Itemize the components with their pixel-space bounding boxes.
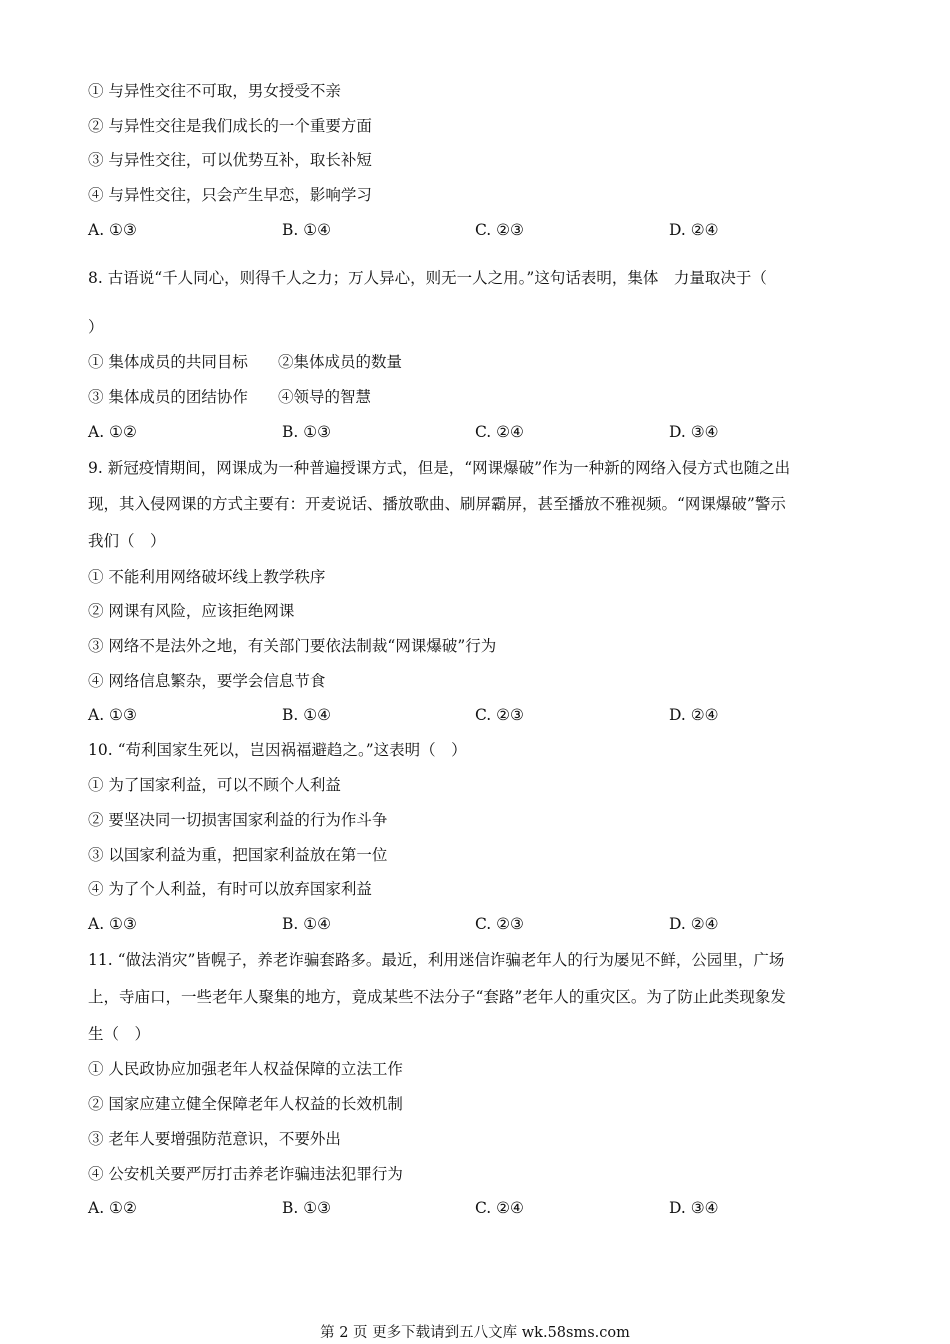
- q8-option-c: C. ②④: [475, 423, 524, 441]
- q8-stem-line-2: ）: [88, 318, 104, 336]
- q7-item-2: ② 与异性交往是我们成长的一个重要方面: [88, 117, 372, 135]
- q10-item-1: ① 为了国家利益，可以不顾个人利益: [88, 776, 341, 794]
- q10-option-b: B. ①④: [282, 915, 332, 933]
- q11-item-2: ② 国家应建立健全保障老年人权益的长效机制: [88, 1095, 403, 1113]
- q7-option-c: C. ②③: [475, 221, 524, 239]
- q11-option-d: D. ③④: [669, 1199, 719, 1217]
- q8-option-d: D. ③④: [669, 423, 719, 441]
- q10-item-3: ③ 以国家利益为重，把国家利益放在第一位: [88, 846, 388, 864]
- q7-option-d: D. ②④: [669, 221, 719, 239]
- q10-option-d: D. ②④: [669, 915, 719, 933]
- q9-item-2: ② 网课有风险，应该拒绝网课: [88, 602, 295, 620]
- q7-option-a: A. ①③: [88, 221, 137, 239]
- q10-stem: 10. “苟利国家生死以，岂因祸福避趋之。”这表明（ ）: [88, 741, 467, 759]
- q9-option-b: B. ①④: [282, 706, 332, 724]
- q9-option-a: A. ①③: [88, 706, 137, 724]
- q8-stem-line-1: 8. 古语说“千人同心，则得千人之力；万人异心，则无一人之用。”这句话表明，集体 力量取决于（: [88, 269, 767, 287]
- q8-option-b: B. ①③: [282, 423, 332, 441]
- q9-stem-line-1: 9. 新冠疫情期间，网课成为一种普遍授课方式，但是，“网课爆破”作为一种新的网络入侵方式也随之出: [88, 459, 791, 477]
- q11-option-a: A. ①②: [88, 1199, 137, 1217]
- q10-options: [88, 913, 878, 935]
- q11-item-1: ① 人民政协应加强老年人权益保障的立法工作: [88, 1060, 403, 1078]
- q10-option-a: A. ①③: [88, 915, 137, 933]
- q7-item-1: ① 与异性交往不可取，男女授受不亲: [88, 82, 341, 100]
- q11-stem-line-2: 上，寺庙口，一些老年人聚集的地方，竟成某些不法分子“套路”老年人的重灾区。为了防止此类现象发: [88, 988, 786, 1006]
- q7-options: [88, 219, 878, 241]
- q7-item-3: ③ 与异性交往，可以优势互补，取长补短: [88, 151, 372, 169]
- q8-item-3: ③ 集体成员的团结协作: [88, 388, 248, 406]
- q8-options: [88, 421, 878, 443]
- q8-items-row-2: [88, 386, 878, 408]
- q7-item-4: ④ 与异性交往，只会产生早恋，影响学习: [88, 186, 372, 204]
- page-footer: 第 2 页 更多下载请到五八文库 wk.58sms.com: [320, 1325, 630, 1341]
- q8-item-2: ②集体成员的数量: [277, 353, 402, 371]
- q9-item-3: ③ 网络不是法外之地，有关部门要依法制裁“网课爆破”行为: [88, 637, 497, 655]
- q11-options: [88, 1197, 878, 1219]
- q10-option-c: C. ②③: [475, 915, 524, 933]
- q9-item-1: ① 不能利用网络破坏线上教学秩序: [88, 568, 326, 586]
- q7-option-b: B. ①④: [282, 221, 332, 239]
- q8-items-row-1: [88, 351, 878, 373]
- q11-item-4: ④ 公安机关要严厉打击养老诈骗违法犯罪行为: [88, 1165, 403, 1183]
- q11-option-c: C. ②④: [475, 1199, 524, 1217]
- q9-stem-line-2: 现，其入侵网课的方式主要有：开麦说话、播放歌曲、刷屏霸屏，甚至播放不雅视频。“网课爆破”警示: [88, 495, 786, 513]
- q9-item-4: ④ 网络信息繁杂，要学会信息节食: [88, 672, 326, 690]
- q9-stem-line-3: 我们（ ）: [88, 532, 166, 550]
- q9-option-c: C. ②③: [475, 706, 524, 724]
- q8-option-a: A. ①②: [88, 423, 137, 441]
- q8-item-4: ④领导的智慧: [277, 388, 371, 406]
- q11-stem-line-3: 生（ ）: [88, 1025, 151, 1043]
- q9-options: [88, 704, 878, 726]
- q9-option-d: D. ②④: [669, 706, 719, 724]
- q11-item-3: ③ 老年人要增强防范意识，不要外出: [88, 1130, 341, 1148]
- q11-stem-line-1: 11. “做法消灾”皆幌子，养老诈骗套路多。最近，利用迷信诈骗老年人的行为屡见不鲜，公园里，广场: [88, 951, 785, 969]
- q8-item-1: ① 集体成员的共同目标: [88, 353, 248, 371]
- q10-item-2: ② 要坚决同一切损害国家利益的行为作斗争: [88, 811, 388, 829]
- q11-option-b: B. ①③: [282, 1199, 332, 1217]
- q10-item-4: ④ 为了个人利益，有时可以放弃国家利益: [88, 880, 372, 898]
